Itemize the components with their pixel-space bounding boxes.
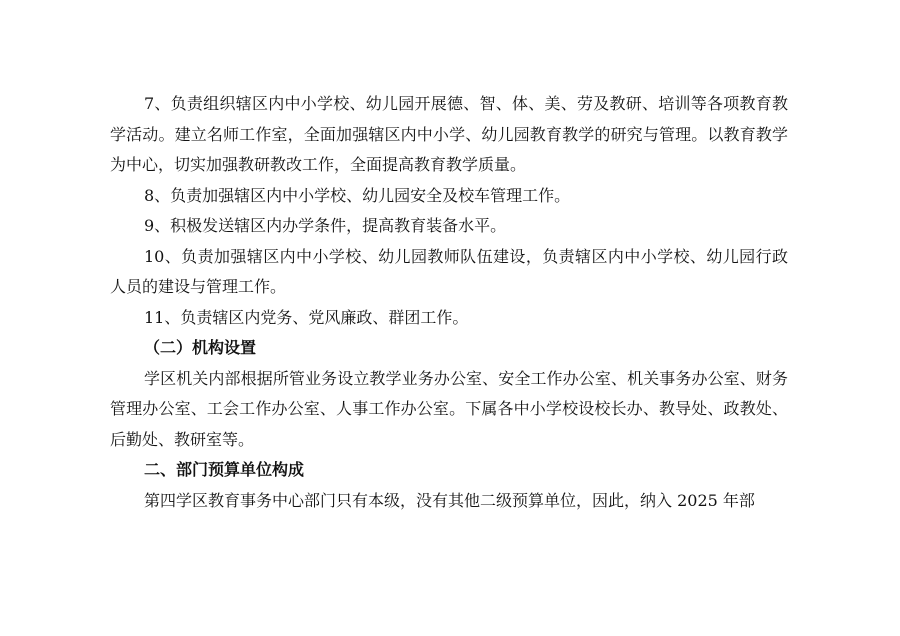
paragraph-item-7: 7、负责组织辖区内中小学校、幼儿园开展德、智、体、美、劳及教研、培训等各项教育教学活动。建立名师工作室，全面加强辖区内中小学、幼儿园教育教学的研究与管理。以教育教学为中心，切实加强教研教改工作，全面提高教育教学质量。 <box>110 94 788 174</box>
document-body <box>110 89 788 516</box>
paragraph-item-10: 10、负责加强辖区内中小学校、幼儿园教师队伍建设，负责辖区内中小学校、幼儿园行政人员的建设与管理工作。 <box>110 246 788 296</box>
section-heading-org-setup: （二）机构设置 <box>144 338 257 357</box>
paragraph-budget-units: 第四学区教育事务中心部门只有本级，没有其他二级预算单位，因此，纳入 2025 年部 <box>144 490 755 510</box>
paragraph-item-11: 11、负责辖区内党务、党风廉政、群团工作。 <box>144 307 469 327</box>
paragraph-item-9: 9、积极发送辖区内办学条件，提高教育装备水平。 <box>144 216 507 235</box>
paragraph-org-setup: 学区机关内部根据所管业务设立教学业务办公室、安全工作办公室、机关事务办公室、财务管理办公室、工会工作办公室、人事工作办公室。下属各中小学校设校长办、教导处、政教处、后勤处、教研室等。 <box>110 368 788 449</box>
paragraph-item-8: 8、负责加强辖区内中小学校、幼儿园安全及校车管理工作。 <box>144 185 571 205</box>
section-heading-budget-units: 二、部门预算单位构成 <box>144 460 305 479</box>
